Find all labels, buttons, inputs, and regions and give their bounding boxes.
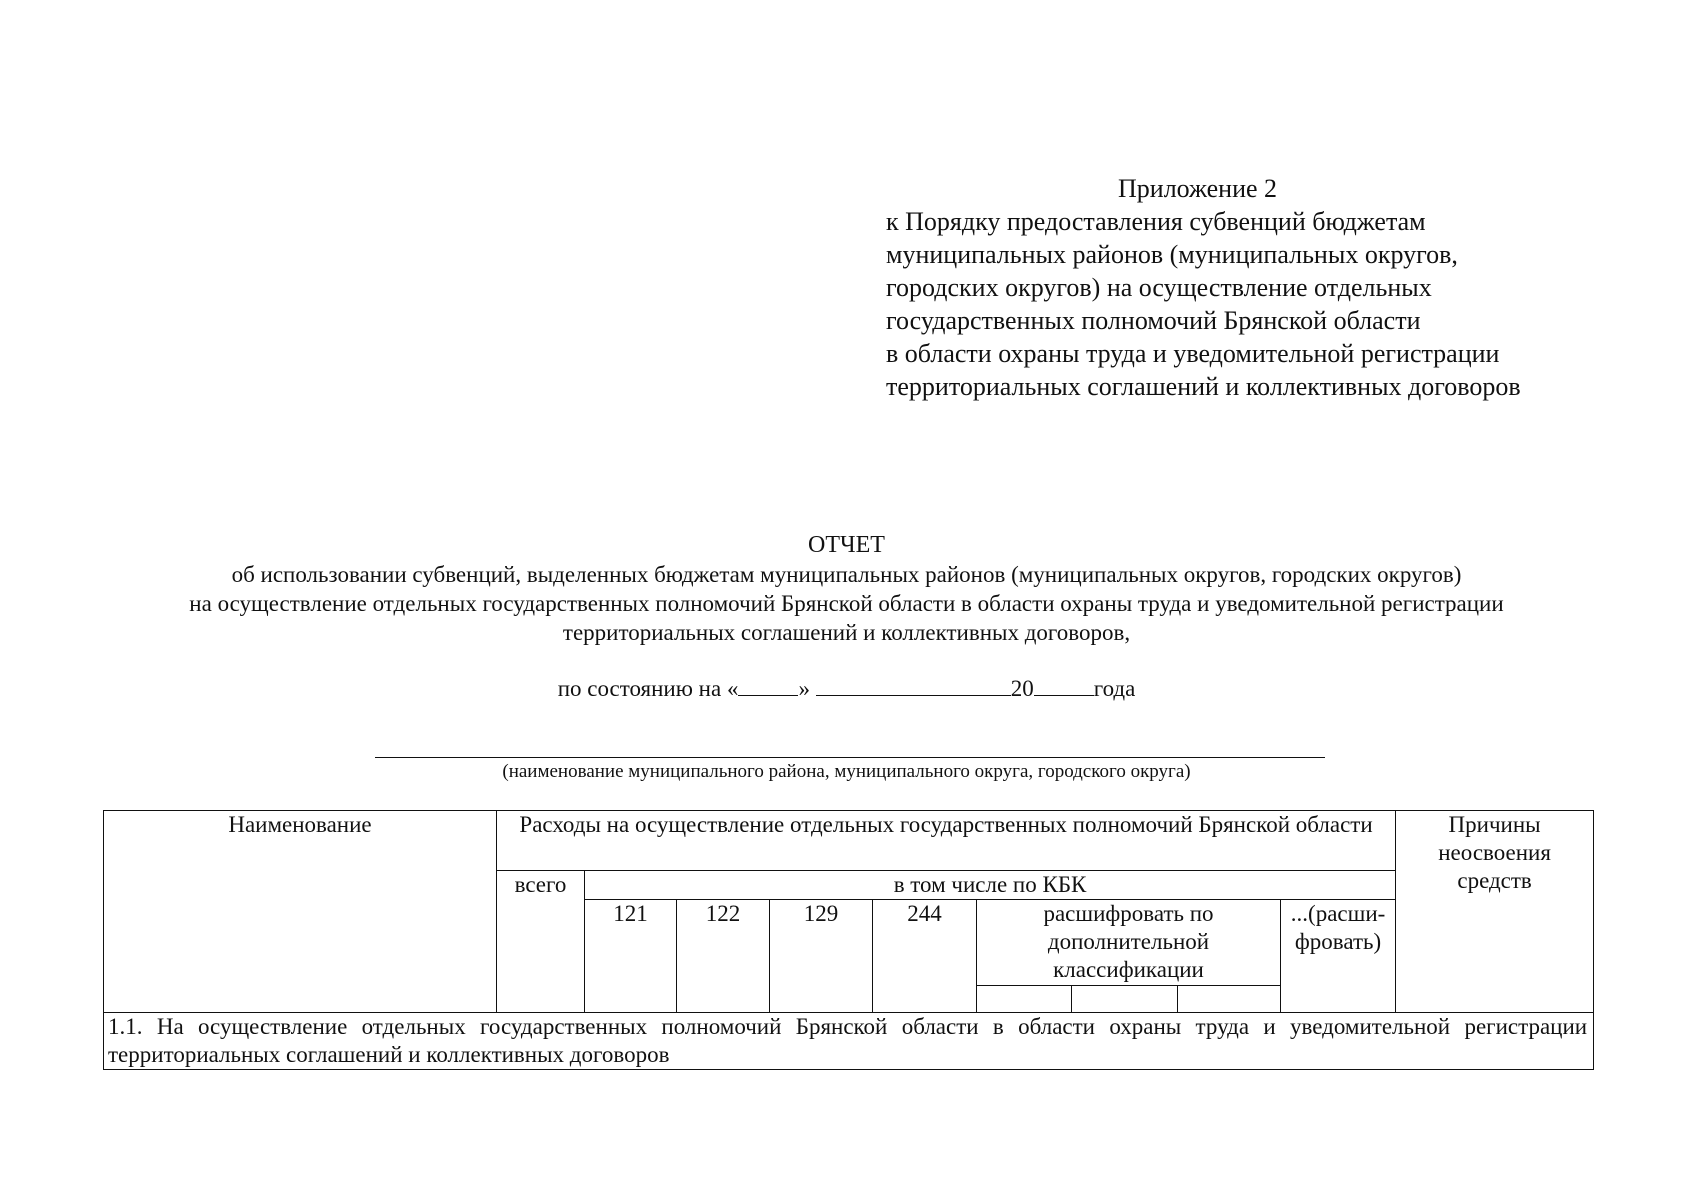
report-subtitle-line: территориальных соглашений и коллективных договоров, bbox=[562, 620, 1131, 645]
as-of-quote-close: » bbox=[798, 676, 810, 701]
decode-subcell[interactable] bbox=[1072, 986, 1178, 1013]
report-subtitle bbox=[100, 560, 1593, 647]
month-blank[interactable] bbox=[816, 675, 1011, 696]
header-decode: расшифровать по дополнительной классификации bbox=[977, 900, 1281, 986]
appendix-line: к Порядку предоставления субвенций бюджетам bbox=[886, 207, 1426, 236]
as-of-date-line bbox=[0, 675, 1693, 703]
report-table bbox=[103, 810, 1594, 1070]
header-kbk-code: 129 bbox=[770, 900, 873, 1013]
header-kbk-code: 122 bbox=[677, 900, 770, 1013]
as-of-prefix: по состоянию на « bbox=[557, 676, 739, 701]
appendix-line: муниципальных районов (муниципальных округов, bbox=[886, 240, 1458, 269]
header-name: Наименование bbox=[104, 811, 497, 1013]
as-of-suffix: года bbox=[1093, 676, 1136, 701]
year-blank[interactable] bbox=[1034, 675, 1094, 696]
header-expenses: Расходы на осуществление отдельных государственных полномочий Брянской области bbox=[497, 811, 1396, 871]
header-kbk-code: 244 bbox=[873, 900, 977, 1013]
header-kbk-code: 121 bbox=[585, 900, 677, 1013]
appendix-line: городских округов) на осуществление отдельных bbox=[886, 273, 1432, 302]
report-title: ОТЧЕТ bbox=[808, 532, 885, 558]
report-subtitle-line: об использовании субвенций, выделенных бюджетам муниципальных районов (муниципальных округов, городских округов) bbox=[231, 562, 1462, 587]
header-decode-more: ...(расши-фровать) bbox=[1281, 900, 1396, 1013]
decode-subcell[interactable] bbox=[1178, 986, 1281, 1013]
appendix-line: государственных полномочий Брянской области bbox=[886, 306, 1421, 335]
municipality-name-caption: (наименование муниципального района, муниципального округа, городского округа) bbox=[502, 761, 1191, 782]
appendix-line: территориальных соглашений и коллективных договоров bbox=[886, 372, 1521, 401]
header-reasons: Причины неосвоения средств bbox=[1396, 811, 1594, 1013]
report-subtitle-line: на осуществление отдельных государственных полномочий Брянской области в области охраны труда и уведомительной регистрации bbox=[189, 591, 1504, 616]
header-total: всего bbox=[497, 871, 585, 1013]
municipality-name-line[interactable] bbox=[375, 757, 1325, 758]
table-row: 1.1. На осуществление отдельных государственных полномочий Брянской области в области охраны труда и уведомительной регистрации территориальных соглашений и коллективных договоров bbox=[104, 1013, 1594, 1070]
appendix-title: Приложение 2 bbox=[1118, 174, 1278, 203]
day-blank[interactable] bbox=[738, 675, 798, 696]
appendix-header bbox=[886, 172, 1646, 403]
appendix-line: в области охраны труда и уведомительной регистрации bbox=[886, 339, 1500, 368]
year-prefix: 20 bbox=[1010, 676, 1034, 701]
header-kbk: в том числе по КБК bbox=[585, 871, 1396, 900]
decode-subcell[interactable] bbox=[977, 986, 1072, 1013]
